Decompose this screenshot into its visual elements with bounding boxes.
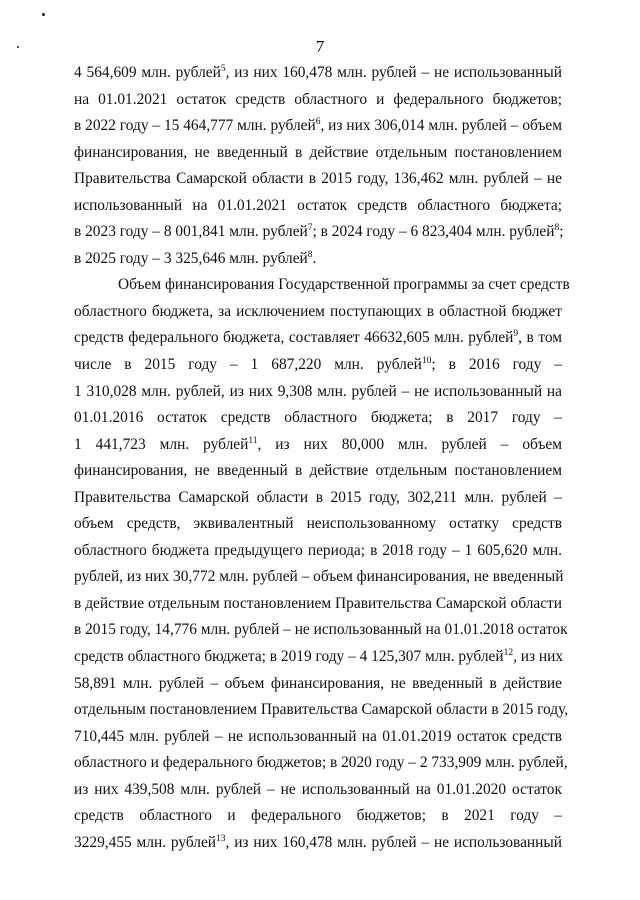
footnote-marker: 9: [513, 329, 519, 340]
footnote-marker: 7: [307, 223, 313, 234]
text-segment: областного бюджета предыдущего периода; в 2018 году – 1 605,620 млн.: [74, 541, 562, 559]
text-segment: Объем финансирования Государственной программы за счет средств: [118, 276, 570, 294]
text-line: [74, 777, 562, 804]
footnote-marker: 8: [554, 223, 560, 234]
text-line: [74, 591, 562, 618]
text-segment: ;: [559, 223, 564, 241]
text-line: [74, 140, 562, 167]
text-line: [74, 458, 562, 485]
text-segment: 58,891 млн. рублей – объем финансирования, не введенный в действие: [74, 674, 562, 692]
text-line: [74, 113, 562, 140]
text-segment: Правительства Самарской области в 2015 году, 136,462 млн. рублей – не: [74, 170, 562, 188]
text-line: [74, 750, 568, 777]
text-line: [74, 299, 562, 326]
text-segment: рублей, из них 30,772 млн. рублей – объем финансирования, не введенный: [74, 568, 564, 586]
text-segment: , из них 80,000 млн. рублей – объем: [257, 435, 562, 453]
text-line: [74, 325, 562, 352]
text-segment: использованный на 01.01.2021 остаток средств областного бюджета;: [74, 196, 562, 214]
text-segment: , в том: [518, 329, 562, 347]
text-segment: ; в 2016 году –: [431, 356, 562, 374]
text-segment: , из них 160,478 млн. рублей – не использованный: [225, 64, 562, 81]
text-line: [74, 724, 562, 751]
text-segment: ; в 2024 году – 6 823,404 млн. рублей: [312, 223, 555, 241]
text-line: [74, 352, 562, 379]
text-segment: , из них 306,014 млн. рублей – объем: [320, 117, 562, 135]
text-line: [74, 405, 562, 432]
scan-speck: [17, 46, 19, 48]
text-line: [74, 830, 562, 857]
text-line: [74, 432, 562, 459]
text-line: [74, 538, 562, 565]
text-segment: 3229,455 млн. рублей: [74, 833, 217, 851]
text-segment: числе в 2015 году – 1 687,220 млн. рублей: [74, 356, 422, 374]
text-segment: финансирования, не введенный в действие отдельным постановлением: [74, 462, 562, 480]
text-line: [74, 193, 562, 220]
footnote-marker: 13: [216, 833, 226, 844]
text-line: [74, 60, 562, 87]
text-line: [74, 511, 562, 538]
footnote-marker: 12: [503, 648, 514, 659]
text-segment: на 01.01.2021 остаток средств областного и федерального бюджетов;: [74, 90, 562, 108]
text-segment: областного бюджета, за исключением поступающих в областной бюджет: [74, 302, 562, 320]
footnote-marker: 6: [315, 117, 321, 128]
text-line: [74, 803, 562, 830]
text-line: [74, 379, 562, 406]
text-segment: средств областного и федерального бюджетов; в 2021 году –: [74, 807, 562, 825]
text-segment: финансирования, не введенный в действие отдельным постановлением: [74, 143, 562, 161]
text-segment: Правительства Самарской области в 2015 году, 302,211 млн. рублей –: [74, 488, 562, 506]
footnote-marker: 5: [220, 64, 226, 74]
text-segment: , из них: [513, 648, 564, 666]
text-segment: 01.01.2016 остаток средств областного бюджета; в 2017 году –: [74, 409, 562, 427]
text-segment: в действие отдельным постановлением Правительства Самарской области: [74, 594, 562, 612]
text-line: [74, 219, 562, 246]
page-number: 7: [315, 37, 325, 56]
text-segment: , из них 160,478 млн. рублей – не использованный: [225, 833, 562, 851]
paragraph-first-line: [74, 272, 570, 299]
text-segment: 710,445 млн. рублей – не использованный на 01.01.2019 остаток средств: [74, 727, 562, 745]
text-segment: 4 564,609 млн. рублей: [74, 64, 221, 81]
text-segment: в 2023 году – 8 001,841 млн. рублей: [74, 223, 308, 241]
text-segment: областного и федерального бюджетов; в 2020 году – 2 733,909 млн. рублей,: [74, 754, 568, 772]
text-segment: отдельным постановлением Правительства Самарской области в 2015 году,: [74, 701, 569, 719]
document-body: [74, 60, 570, 856]
text-segment: .: [312, 249, 317, 267]
text-line: [74, 697, 569, 724]
footnote-marker: 10: [421, 356, 432, 367]
text-segment: объем средств, эквивалентный неиспользованному остатку средств: [74, 515, 562, 533]
text-line: [74, 87, 562, 114]
text-segment: в 2022 году – 15 464,777 млн. рублей: [74, 117, 316, 135]
scan-speck: [42, 13, 45, 16]
text-line: [74, 564, 562, 591]
text-segment: средств областного бюджета; в 2019 году – 4 125,307 млн. рублей: [74, 648, 504, 666]
text-line: [74, 166, 562, 193]
text-line: [74, 617, 568, 644]
text-segment: в 2025 году – 3 325,646 млн. рублей: [74, 249, 308, 267]
footnote-marker: 11: [248, 435, 258, 446]
text-segment: 1 310,028 млн. рублей, из них 9,308 млн. рублей – не использованный на: [74, 382, 562, 400]
text-segment: средств федерального бюджета, составляет 46632,605 млн. рублей: [74, 329, 514, 347]
text-segment: в 2015 году, 14,776 млн. рублей – не использованный на 01.01.2018 остаток: [74, 621, 568, 639]
text-line: [74, 671, 562, 698]
text-line: [74, 644, 562, 671]
text-segment: из них 439,508 млн. рублей – не использованный на 01.01.2020 остаток: [74, 780, 562, 798]
text-line: [74, 485, 562, 512]
text-line: [74, 246, 562, 273]
text-segment: 1 441,723 млн. рублей: [74, 435, 249, 453]
footnote-marker: 8: [307, 249, 313, 260]
